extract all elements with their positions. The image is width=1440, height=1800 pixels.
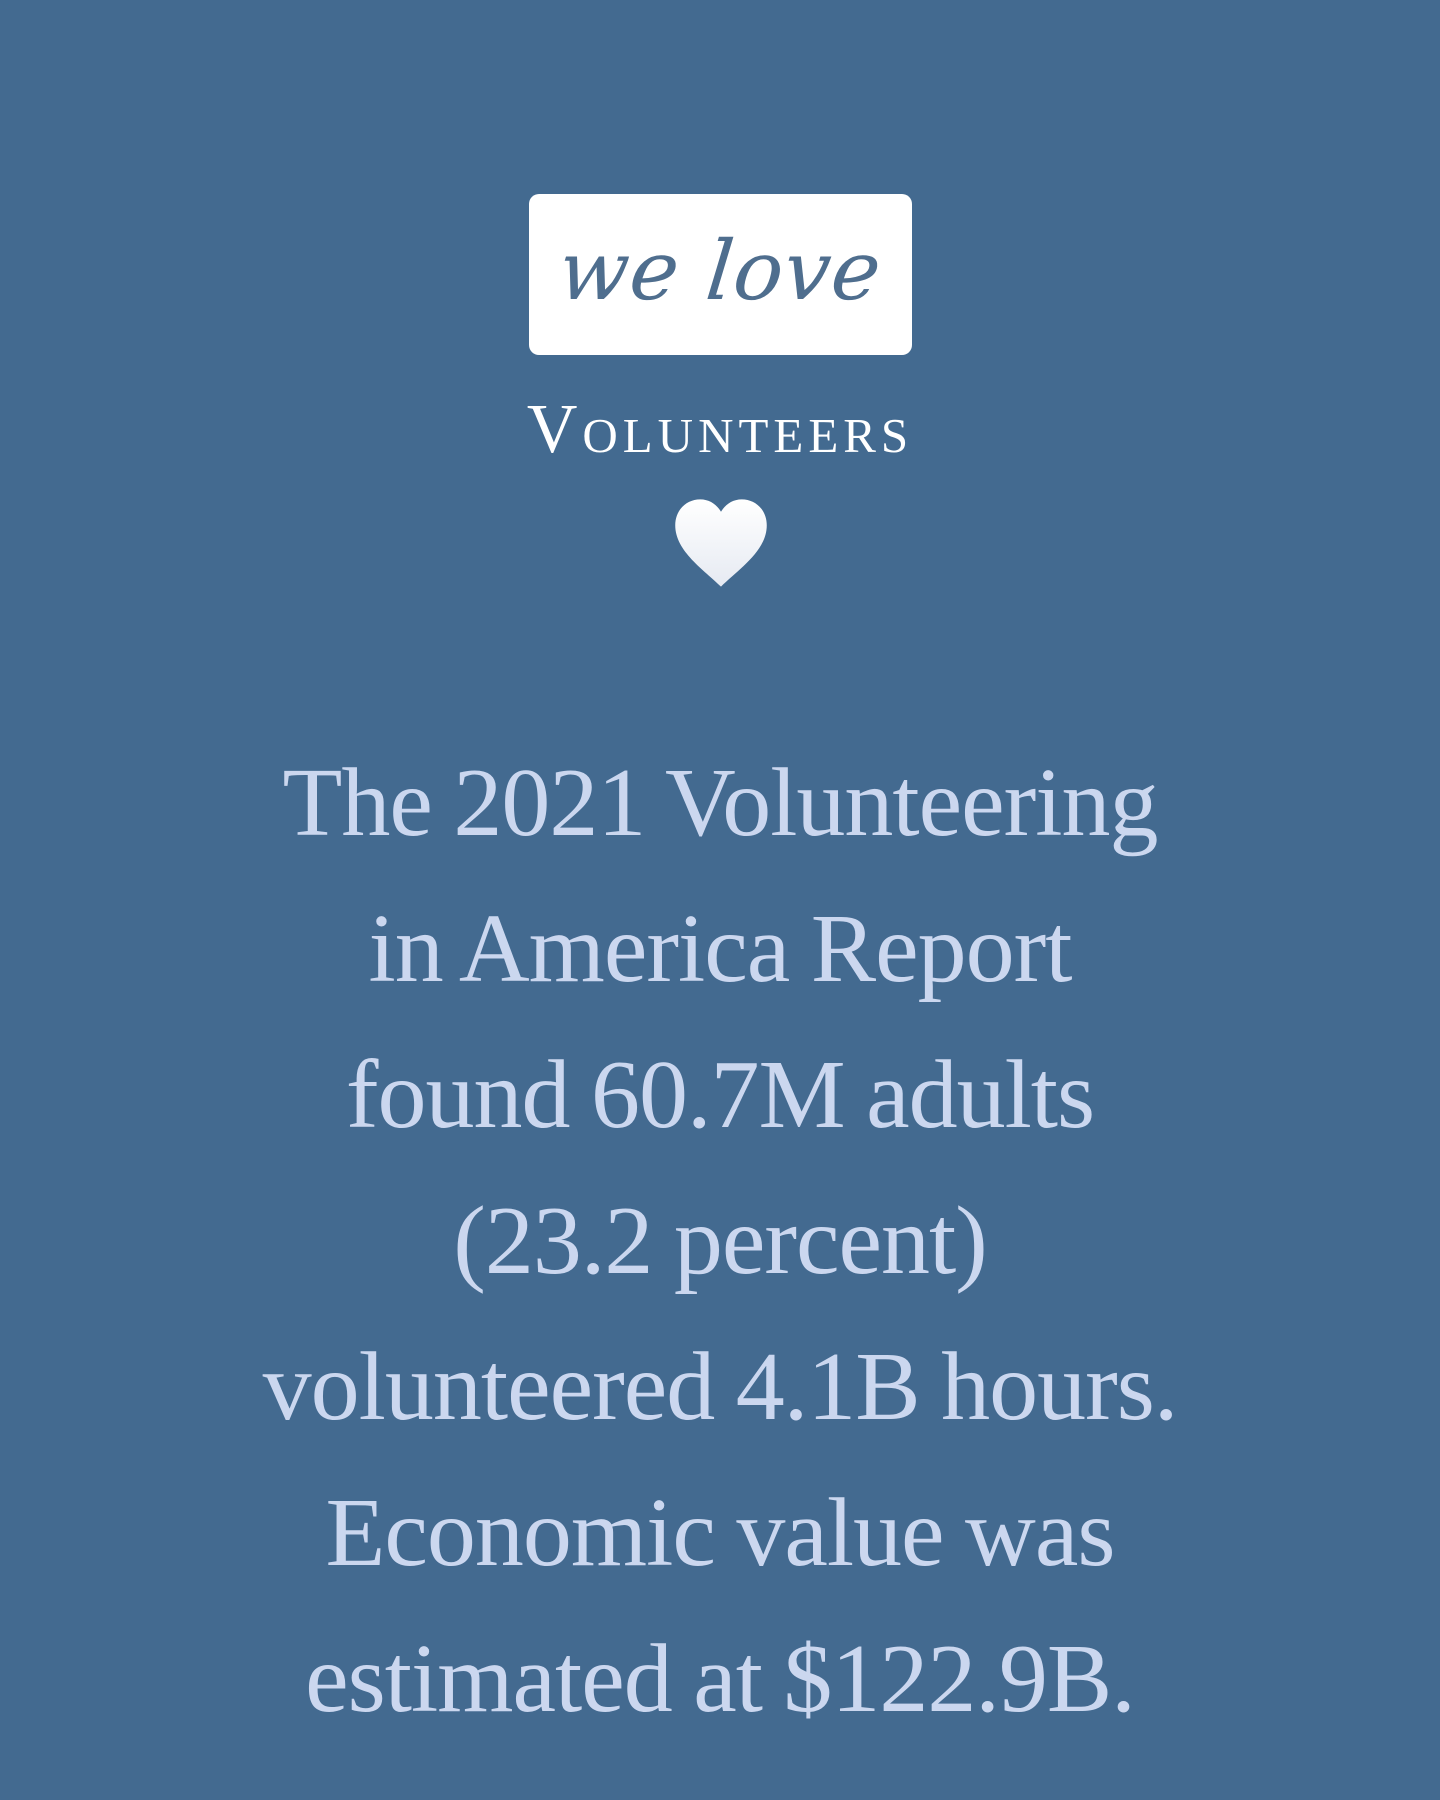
report-text <box>120 730 1320 1752</box>
report-line: volunteered 4.1B hours. <box>262 1333 1178 1441</box>
report-line: estimated at $122.9B. <box>305 1625 1135 1733</box>
report-line: in America Report <box>368 895 1072 1003</box>
report-line: found 60.7M adults <box>345 1041 1095 1149</box>
volunteers-heading: Volunteers <box>526 391 914 468</box>
heart-icon <box>669 488 773 598</box>
report-line: Economic value was <box>325 1479 1115 1587</box>
report-line: The 2021 Volunteering <box>282 749 1158 857</box>
we-love-badge <box>529 194 912 355</box>
report-line: (23.2 percent) <box>453 1187 987 1295</box>
we-love-text: we love <box>554 223 887 319</box>
